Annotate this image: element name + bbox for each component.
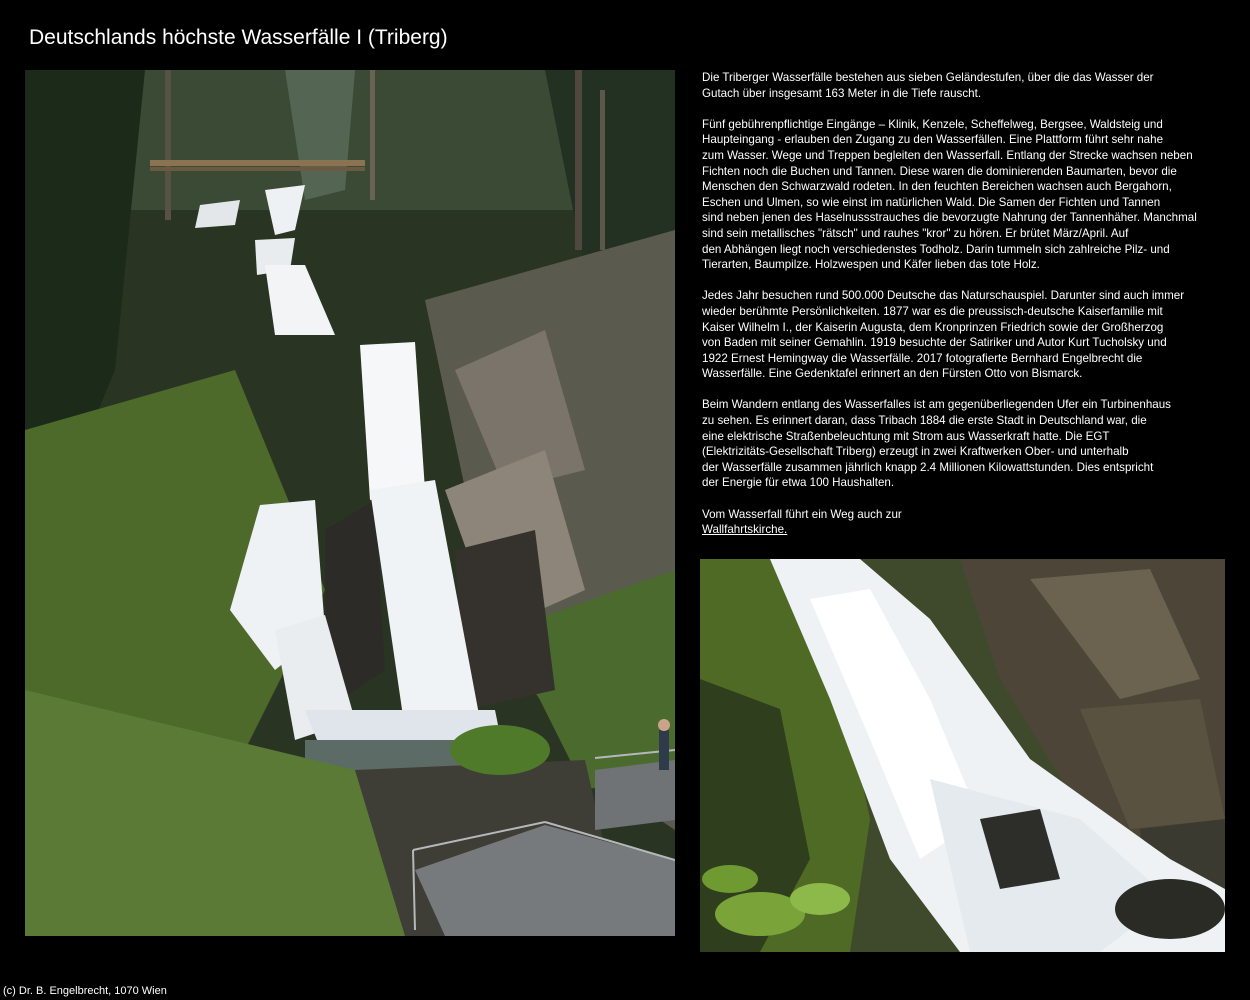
text-line: Menschen den Schwarzwald rodeten. In den feuchten Bereichen wachsen auch Bergahorn, (702, 180, 1172, 194)
text-line: wieder berühmte Persönlichkeiten. 1877 war es die preussisch-deutsche Kaiserfamilie mit (702, 304, 1163, 318)
pilgrimage-church-link[interactable]: Wallfahrtskirche. (702, 523, 788, 537)
waterfall-photo-illustration (25, 70, 675, 936)
text-line: sind neben jenen des Haselnussstrauches die bevorzugte Nahrung der Tannenhäher. Manchmal (702, 211, 1197, 225)
paragraph-closing (702, 507, 1222, 538)
text-line: den Abhängen liegt noch verschiedenstes Todholz. Darin tummeln sich zahlreiche Pilz- und (702, 242, 1170, 256)
text-line: der Wasserfälle zusammen jährlich knapp 2.4 Millionen Kilowattstunden. Dies entspricht (702, 460, 1154, 474)
paragraph-visitors (702, 288, 1222, 382)
text-line: Haupteingang - erlauben den Zugang zu den Wasserfällen. Eine Plattform führt sehr nahe (702, 133, 1164, 147)
text-line: Jedes Jahr besuchen rund 500.000 Deutsche das Naturschauspiel. Darunter sind auch immer (702, 289, 1185, 303)
description-text (702, 70, 1222, 553)
waterfall-closeup-photo (700, 559, 1225, 952)
text-line: Wasserfälle. Eine Gedenktafel erinnert an den Fürsten Otto von Bismarck. (702, 367, 1083, 381)
text-line: zum Wasser. Wege und Treppen begleiten den Wasserfall. Entlang der Strecke wachsen neben (702, 148, 1193, 162)
text-line: Kaiser Wilhelm I., der Kaiserin Augusta, dem Kronprinzen Friedrich sowie der Großherzog (702, 320, 1164, 334)
text-line: (Elektrizitäts-Gesellschaft Triberg) erzeugt in zwei Kraftwerken Ober- und unterhalb (702, 445, 1129, 459)
copyright-footer: (c) Dr. B. Engelbrecht, 1070 Wien (3, 985, 167, 997)
text-line: Tierarten, Baumpilze. Holzwespen und Käfer lieben das tote Holz. (702, 258, 1040, 272)
text-line: eine elektrische Straßenbeleuchtung mit Strom aus Wasserkraft hatte. Die EGT (702, 429, 1110, 443)
text-line: der Energie für etwa 100 Haushalten. (702, 476, 895, 490)
text-line: zu sehen. Es erinnert daran, dass Tribach 1884 die erste Stadt in Deutschland war, die (702, 414, 1147, 428)
page-title: Deutschlands höchste Wasserfälle I (Triberg) (29, 26, 448, 49)
text-line: Eschen und Ulmen, so wie einst im natürlichen Wald. Die Samen der Fichten und Tannen (702, 195, 1161, 209)
text-line: 1922 Ernest Hemingway die Wasserfälle. 2017 fotografierte Bernhard Engelbrecht die (702, 351, 1143, 365)
text-line: von Baden mit seiner Gemahlin. 1919 besuchte der Satiriker und Autor Kurt Tucholsky und (702, 336, 1167, 350)
text-line: Fichten noch die Buchen und Tannen. Diese waren die dominierenden Baumarten, bevor die (702, 164, 1177, 178)
paragraph-energy (702, 397, 1222, 491)
waterfall-closeup-illustration (700, 559, 1225, 952)
paragraph-access (702, 117, 1222, 273)
paragraph-intro (702, 70, 1222, 101)
text-line: Beim Wandern entlang des Wasserfalles ist am gegenüberliegenden Ufer ein Turbinenhaus (702, 398, 1171, 412)
closing-line: Vom Wasserfall führt ein Weg auch zur (702, 507, 902, 521)
text-line: Gutach über insgesamt 163 Meter in die Tiefe rauscht. (702, 86, 982, 100)
text-line: Fünf gebührenpflichtige Eingänge – Klinik, Kenzele, Scheffelweg, Bergsee, Waldsteig und (702, 117, 1163, 131)
text-line: sind sein metallisches "rätsch" und rauhes "kror" zu hören. Er brütet März/April. Auf (702, 226, 1129, 240)
waterfall-photo (25, 70, 675, 936)
text-line: Die Triberger Wasserfälle bestehen aus sieben Geländestufen, über die das Wasser der (702, 71, 1154, 84)
